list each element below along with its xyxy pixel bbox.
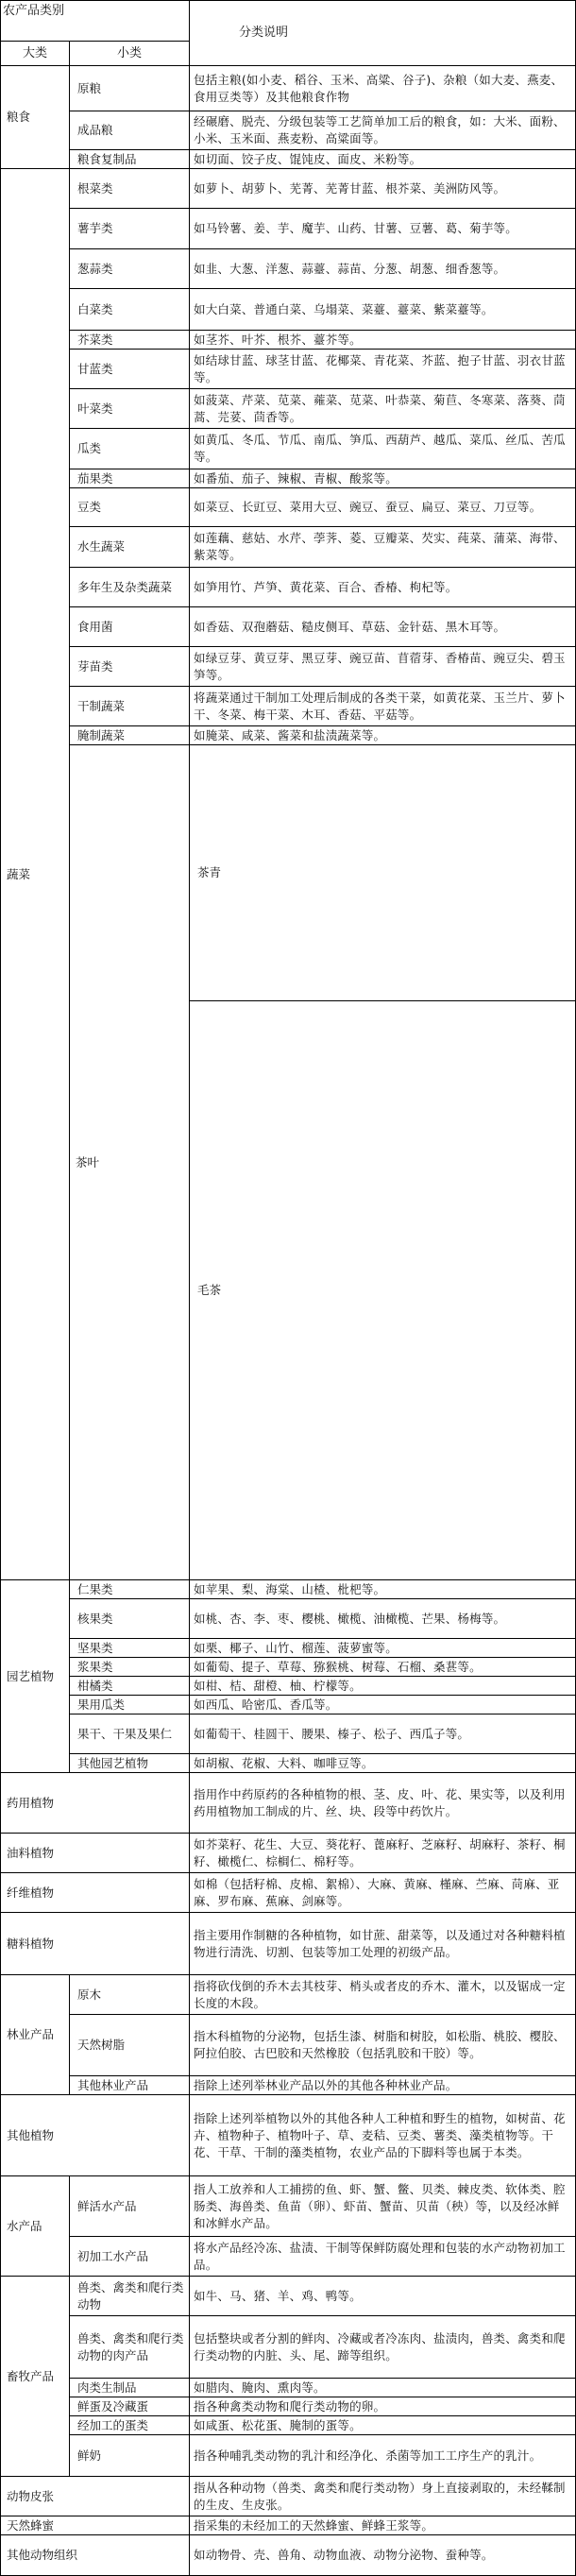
sub-category-cell: 原木 bbox=[70, 1975, 190, 2015]
sub-category-cell: 茶青 bbox=[190, 745, 576, 1001]
description-cell: 指除上述列举植物以外的其他各种人工种植和野生的植物，如树苗、花卉、植物种子、植物叶子、草、麦秸、豆类、薯类、藻类植物等。干花、干草、干制的藻类植物，农业产品的下脚料等也属于本类。 bbox=[190, 2095, 576, 2176]
sub-category-cell: 根菜类 bbox=[70, 169, 190, 209]
description-cell: 如芥菜籽、花生、大豆、葵花籽、蓖麻籽、芝麻籽、胡麻籽、茶籽、桐籽、橄榄仁、棕榈仁、棉籽等。 bbox=[190, 1834, 576, 1873]
sub-category-cell: 豆类 bbox=[70, 488, 190, 527]
major-category-cell: 蔬菜 bbox=[1, 169, 70, 1580]
major-category-cell: 粮食 bbox=[1, 66, 70, 169]
sub-category-cell: 初加工水产品 bbox=[70, 2237, 190, 2277]
sub-category-cell: 兽类、禽类和爬行类动物的肉产品 bbox=[70, 2316, 190, 2379]
description-cell: 将水产品经冷冻、盐渍、干制等保鲜防腐处理和包装的水产动物初加工品。 bbox=[190, 2237, 576, 2277]
table-row bbox=[1, 169, 576, 209]
description-cell: 如棉（包括籽棉、皮棉、絮棉）、大麻、黄麻、槿麻、苎麻、苘麻、亚麻、罗布麻、蕉麻、剑麻等。 bbox=[190, 1873, 576, 1913]
description-cell: 如柑、桔、甜橙、柚、柠檬等。 bbox=[190, 1677, 576, 1696]
category-label: 油料植物 bbox=[1, 1834, 190, 1873]
sub-category-cell: 原粮 bbox=[70, 66, 190, 111]
sub-category-cell: 粮食复制品 bbox=[70, 150, 190, 169]
sub-category-cell: 薯芋类 bbox=[70, 209, 190, 249]
table-row bbox=[1, 2277, 576, 2316]
description-cell: 指从各种动物（兽类、禽类和爬行类动物）身上直接剥取的，未经鞣制的生皮、生皮张。 bbox=[190, 2477, 576, 2516]
description-cell: 如牛、马、猪、羊、鸡、鸭等。 bbox=[190, 2277, 576, 2316]
table-row bbox=[1, 389, 576, 429]
table-row bbox=[1, 1696, 576, 1714]
category-label: 糖料植物 bbox=[1, 1913, 190, 1975]
table-row bbox=[1, 647, 576, 687]
category-label: 药用植物 bbox=[1, 1773, 190, 1834]
table-row bbox=[1, 111, 576, 150]
sub-category-cell: 干制蔬菜 bbox=[70, 687, 190, 726]
sub-category-cell: 水生蔬菜 bbox=[70, 527, 190, 568]
description-cell: 如莲藕、慈姑、水芹、荸荠、菱、豆瓣菜、芡实、莼菜、蒲菜、海带、紫菜等。 bbox=[190, 527, 576, 568]
major-category-cell: 茶叶 bbox=[70, 745, 190, 1580]
sub-category-cell: 茄果类 bbox=[70, 469, 190, 488]
sub-category-cell: 鲜奶 bbox=[70, 2435, 190, 2477]
sub-category-cell: 多年生及杂类蔬菜 bbox=[70, 568, 190, 607]
sub-category-cell: 兽类、禽类和爬行类动物 bbox=[70, 2277, 190, 2316]
table-row bbox=[1, 150, 576, 169]
description-cell: 如西瓜、哈密瓜、香瓜等。 bbox=[190, 1696, 576, 1714]
description-cell: 如黄瓜、冬瓜、节瓜、南瓜、笋瓜、西葫芦、越瓜、菜瓜、丝瓜、苦瓜等。 bbox=[190, 429, 576, 469]
sub-category-header: 小类 bbox=[70, 42, 190, 66]
table-row bbox=[1, 2176, 576, 2237]
table-row bbox=[1, 2379, 576, 2397]
table-row bbox=[1, 1599, 576, 1639]
description-cell: 指木科植物的分泌物，包括生漆、树脂和树胶，如松脂、桃胶、樱胶、阿拉伯胶、古巴胶和天然橡胶（包括乳胶和干胶）等。 bbox=[190, 2015, 576, 2076]
sub-category-cell: 鲜蛋及冷藏蛋 bbox=[70, 2397, 190, 2416]
category-label: 动物皮张 bbox=[1, 2477, 190, 2516]
sub-category-cell: 果用瓜类 bbox=[70, 1696, 190, 1714]
description-cell: 包括整块或者分割的鲜肉、冷藏或者冷冻肉、盐渍肉，兽类、禽类和爬行类动物的内脏、头、尾、蹄等组织。 bbox=[190, 2316, 576, 2379]
sub-category-cell: 肉类生制品 bbox=[70, 2379, 190, 2397]
description-cell: 如切面、饺子皮、馄饨皮、面皮、米粉等。 bbox=[190, 150, 576, 169]
category-label: 纤维植物 bbox=[1, 1873, 190, 1913]
description-cell: 如动物骨、壳、兽角、动物血液、动物分泌物、蚕种等。 bbox=[190, 2535, 576, 2576]
sub-category-cell: 天然树脂 bbox=[70, 2015, 190, 2076]
table-row bbox=[1, 1714, 576, 1754]
table-row bbox=[1, 1773, 576, 1834]
sub-category-cell: 核果类 bbox=[70, 1599, 190, 1639]
table-row bbox=[1, 745, 576, 1001]
description-cell: 如栗、椰子、山竹、榴莲、菠萝蜜等。 bbox=[190, 1639, 576, 1658]
description-cell: 如苹果、梨、海棠、山楂、枇杷等。 bbox=[190, 1580, 576, 1599]
sub-category-cell: 经加工的蛋类 bbox=[70, 2416, 190, 2435]
sub-category-cell: 鲜活水产品 bbox=[70, 2176, 190, 2237]
table-row bbox=[1, 469, 576, 488]
description-cell: 如萝卜、胡萝卜、芜菁、芜菁甘蓝、根芥菜、美洲防风等。 bbox=[190, 169, 576, 209]
major-category-cell: 水产品 bbox=[1, 2176, 70, 2277]
description-cell: 如咸蛋、松花蛋、腌制的蛋等。 bbox=[190, 2416, 576, 2435]
sub-category-cell: 食用菌 bbox=[70, 607, 190, 647]
description-header: 分类说明 bbox=[190, 1, 576, 66]
description-cell: 如腌菜、咸菜、酱菜和盐渍蔬菜等。 bbox=[190, 726, 576, 745]
table-row bbox=[1, 1580, 576, 1599]
description-cell: 如茎芥、叶芥、根芥、薹芥等。 bbox=[190, 331, 576, 350]
description-cell: 指人工放养和人工捕捞的鱼、虾、蟹、鳖、贝类、棘皮类、软体类、腔肠类、海兽类、鱼苗（卵）、虾苗、蟹苗、贝苗（秧）等，以及经冰鲜和冰鲜水产品。 bbox=[190, 2176, 576, 2237]
table-row bbox=[1, 1677, 576, 1696]
sub-category-cell: 甘蓝类 bbox=[70, 350, 190, 389]
table-row bbox=[1, 1754, 576, 1773]
table-row bbox=[1, 488, 576, 527]
description-cell: 如菜豆、长豇豆、菜用大豆、豌豆、蚕豆、扁豆、菜豆、刀豆等。 bbox=[190, 488, 576, 527]
table-row bbox=[1, 2535, 576, 2576]
description-cell: 指主要用作制糖的各种植物，如甘蔗、甜菜等，以及通过对各种糖料植物进行清洗、切割、包装等加工处理的初级产品。 bbox=[190, 1913, 576, 1975]
table-row bbox=[1, 568, 576, 607]
description-cell: 如笋用竹、芦笋、黄花菜、百合、香椿、枸杞等。 bbox=[190, 568, 576, 607]
table-row bbox=[1, 1834, 576, 1873]
description-cell: 如葡萄干、桂圆干、腰果、榛子、松子、西瓜子等。 bbox=[190, 1714, 576, 1754]
table-row bbox=[1, 1639, 576, 1658]
sub-category-cell: 成品粮 bbox=[70, 111, 190, 150]
major-category-cell: 林业产品 bbox=[1, 1975, 70, 2095]
description-cell: 如菠菜、芹菜、苋菜、蕹菜、苋菜、叶恭菜、菊苣、冬寒菜、落葵、茼蒿、芫荽、茴香等。 bbox=[190, 389, 576, 429]
category-label: 其他动物组织 bbox=[1, 2535, 190, 2576]
table-row bbox=[1, 2015, 576, 2076]
description-cell: 指采集的未经加工的天然蜂蜜、鲜蜂王浆等。 bbox=[190, 2516, 576, 2535]
description-cell: 如结球甘蓝、球茎甘蓝、花椰菜、青花菜、芥蓝、抱子甘蓝、羽衣甘蓝等。 bbox=[190, 350, 576, 389]
table-row bbox=[1, 1873, 576, 1913]
sub-category-cell: 毛茶 bbox=[190, 1001, 576, 1580]
major-category-cell: 园艺植物 bbox=[1, 1580, 70, 1773]
description-cell: 如香菇、双孢蘑菇、糙皮侧耳、草菇、金针菇、黑木耳等。 bbox=[190, 607, 576, 647]
sub-category-cell: 瓜类 bbox=[70, 429, 190, 469]
sub-category-cell: 芽苗类 bbox=[70, 647, 190, 687]
sub-category-cell: 柑橘类 bbox=[70, 1677, 190, 1696]
table-row bbox=[1, 2095, 576, 2176]
major-category-header: 大类 bbox=[1, 42, 70, 66]
table-row bbox=[1, 2237, 576, 2277]
description-cell: 指各种禽类动物和爬行类动物的卵。 bbox=[190, 2397, 576, 2416]
description-cell: 如绿豆芽、黄豆芽、黑豆芽、豌豆苗、苜蓿芽、香椿苗、豌豆尖、碧玉笋等。 bbox=[190, 647, 576, 687]
table-row bbox=[1, 66, 576, 111]
table-row bbox=[1, 350, 576, 389]
sub-category-cell: 白菜类 bbox=[70, 289, 190, 331]
description-cell: 指各种哺乳类动物的乳汁和经净化、杀菌等加工工序生产的乳汁。 bbox=[190, 2435, 576, 2477]
sub-category-cell: 芥菜类 bbox=[70, 331, 190, 350]
sub-category-cell: 浆果类 bbox=[70, 1658, 190, 1677]
table-row bbox=[1, 2477, 576, 2516]
sub-category-cell: 其他园艺植物 bbox=[70, 1754, 190, 1773]
table-row bbox=[1, 249, 576, 289]
corner-header: 农产品类别 bbox=[1, 1, 190, 42]
description-cell: 如腊肉、腌肉、熏肉等。 bbox=[190, 2379, 576, 2397]
header-row-1 bbox=[1, 1, 576, 42]
description-cell: 如大白菜、普通白菜、乌塌菜、菜薹、薹菜、紫菜薹等。 bbox=[190, 289, 576, 331]
sub-category-cell: 葱蒜类 bbox=[70, 249, 190, 289]
table-row bbox=[1, 687, 576, 726]
table-row bbox=[1, 429, 576, 469]
description-cell: 如桃、杏、李、枣、樱桃、橄榄、油橄榄、芒果、杨梅等。 bbox=[190, 1599, 576, 1639]
table-row bbox=[1, 2076, 576, 2095]
sub-category-cell: 叶菜类 bbox=[70, 389, 190, 429]
table-row bbox=[1, 2416, 576, 2435]
description-cell: 如马铃薯、姜、芋、魔芋、山药、甘薯、豆薯、葛、菊芋等。 bbox=[190, 209, 576, 249]
major-category-cell: 畜牧产品 bbox=[1, 2277, 70, 2477]
description-cell: 指除上述列举林业产品以外的其他各种林业产品。 bbox=[190, 2076, 576, 2095]
table-row bbox=[1, 527, 576, 568]
table-row bbox=[1, 2397, 576, 2416]
table-row bbox=[1, 209, 576, 249]
sub-category-cell: 腌制蔬菜 bbox=[70, 726, 190, 745]
table-row bbox=[1, 1658, 576, 1677]
description-cell: 如葡萄、提子、草莓、猕猴桃、树莓、石榴、桑葚等。 bbox=[190, 1658, 576, 1677]
description-cell: 如韭、大葱、洋葱、蒜薹、蒜苗、分葱、胡葱、细香葱等。 bbox=[190, 249, 576, 289]
table-row bbox=[1, 1913, 576, 1975]
sub-category-cell: 仁果类 bbox=[70, 1580, 190, 1599]
table-row bbox=[1, 331, 576, 350]
description-cell: 指将砍伐倒的乔木去其枝芽、梢头或者皮的乔木、灌木，以及锯成一定长度的木段。 bbox=[190, 1975, 576, 2015]
table-row bbox=[1, 2516, 576, 2535]
category-label: 其他植物 bbox=[1, 2095, 190, 2176]
description-cell: 经碾磨、脱壳、分级包装等工艺简单加工后的粮食，如：大米、面粉、小米、玉米面、燕麦粉、高粱面等。 bbox=[190, 111, 576, 150]
table-row bbox=[1, 607, 576, 647]
table-body bbox=[1, 1, 576, 2576]
description-cell: 指用作中药原药的各种植物的根、茎、皮、叶、花、果实等，以及利用药用植物加工制成的片、丝、块、段等中药饮片。 bbox=[190, 1773, 576, 1834]
description-cell: 将蔬菜通过干制加工处理后制成的各类干菜，如黄花菜、玉兰片、萝卜干、冬菜、梅干菜、木耳、香菇、平菇等。 bbox=[190, 687, 576, 726]
sub-category-cell: 果干、干果及果仁 bbox=[70, 1714, 190, 1754]
table-row bbox=[1, 726, 576, 745]
sub-category-cell: 坚果类 bbox=[70, 1639, 190, 1658]
table-row bbox=[1, 2435, 576, 2477]
category-label: 天然蜂蜜 bbox=[1, 2516, 190, 2535]
table-row bbox=[1, 1975, 576, 2015]
table-row bbox=[1, 2316, 576, 2379]
sub-category-cell: 其他林业产品 bbox=[70, 2076, 190, 2095]
description-cell: 包括主粮(如小麦、稻谷、玉米、高粱、谷子)、杂粮（如大麦、燕麦、食用豆类等）及其他粮食作物 bbox=[190, 66, 576, 111]
description-cell: 如番茄、茄子、辣椒、青椒、酸浆等。 bbox=[190, 469, 576, 488]
description-cell: 如胡椒、花椒、大料、咖啡豆等。 bbox=[190, 1754, 576, 1773]
table-row bbox=[1, 289, 576, 331]
